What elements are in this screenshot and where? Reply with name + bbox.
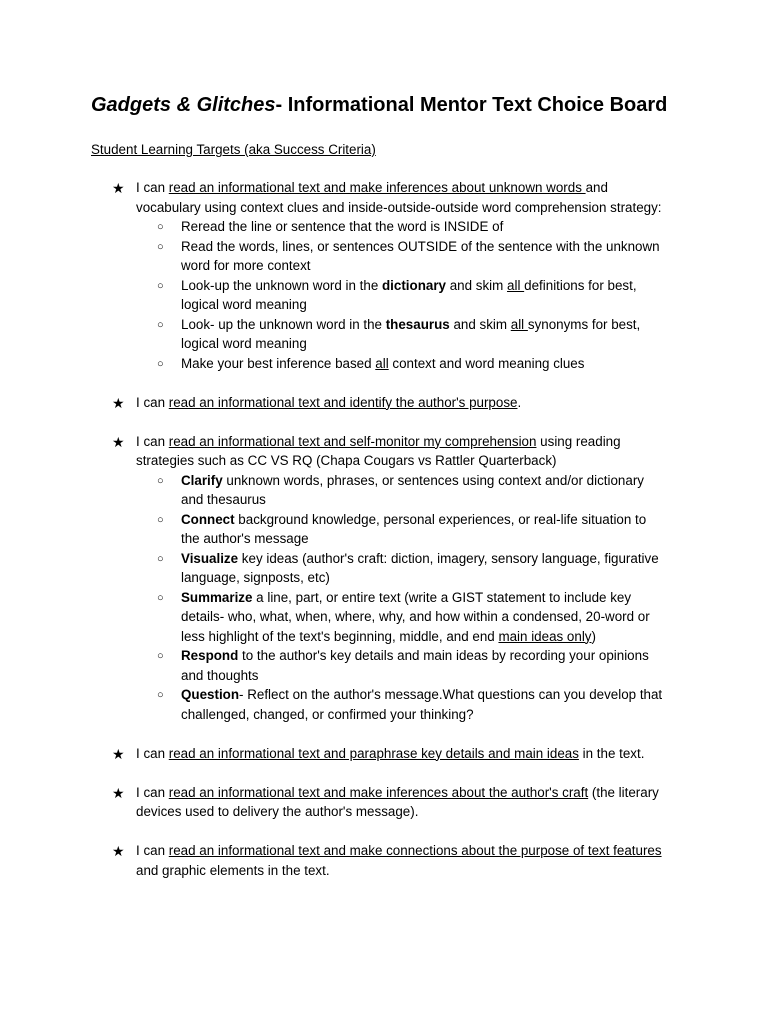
text-run: and graphic elements in the text. — [136, 862, 330, 878]
underlined-text: read an informational text and make connections about the purpose of text features — [168, 843, 662, 858]
sub-item-line — [181, 217, 503, 237]
star-bullet-icon: ★ — [112, 180, 125, 196]
underlined-text: read an informational text and self-monitor my comprehension — [168, 433, 537, 449]
text-run: (the literary — [588, 784, 659, 800]
text-run: and — [585, 180, 608, 195]
text-run: definitions for best, — [524, 277, 637, 293]
text-run: - Reflect on the author's message.What questions can you develop that — [239, 687, 663, 702]
text-run: and skim — [449, 316, 511, 332]
underlined-text: read an informational text and paraphrase key details and main ideas — [168, 745, 579, 761]
section-heading: Student Learning Targets (aka Success Criteria) — [91, 142, 376, 157]
bold-text: dictionary — [382, 277, 446, 293]
text-run: to the author's key details and main ideas by recording your opinions — [238, 648, 649, 663]
target-line — [136, 783, 659, 803]
text-run: a line, part, or entire text (write a GIST statement to include key — [252, 589, 632, 605]
text-run: I can — [136, 394, 169, 410]
underlined-text: read an informational text and make inferences about unknown words — [168, 180, 586, 195]
target-line — [136, 393, 521, 413]
bold-text: Question — [181, 687, 240, 702]
star-bullet-icon: ★ — [112, 784, 125, 801]
text-run: challenged, changed, or confirmed your thinking? — [181, 706, 474, 722]
target-line — [136, 802, 418, 822]
text-run: ) — [591, 628, 596, 644]
bold-text: Respond — [181, 648, 239, 663]
text-run: I can — [136, 745, 169, 761]
circle-bullet-icon: ○ — [157, 357, 164, 370]
text-run: Look-up the unknown word in the — [181, 277, 382, 293]
sub-item-line — [181, 627, 596, 647]
sub-item-line — [181, 685, 662, 705]
text-run: Read the words, lines, or sentences OUTSIDE of the sentence with the unknown — [181, 238, 660, 254]
circle-bullet-icon: ○ — [157, 240, 164, 253]
circle-bullet-icon: ○ — [157, 689, 164, 701]
sub-item-line — [181, 471, 644, 491]
text-run: logical word meaning — [181, 297, 307, 312]
circle-bullet-icon: ○ — [157, 591, 164, 604]
bold-text: Clarify — [181, 472, 223, 488]
sub-item-line — [181, 646, 649, 666]
text-run: I can — [136, 784, 169, 800]
sub-item-line — [181, 276, 637, 296]
sub-item-line — [181, 490, 266, 510]
target-line — [136, 861, 330, 881]
star-bullet-icon: ★ — [112, 433, 125, 450]
bold-text: Connect — [181, 511, 235, 527]
text-run: Look- up the unknown word in the — [181, 316, 386, 332]
text-run: I can — [136, 843, 169, 858]
bold-text: thesaurus — [385, 316, 450, 332]
sub-item-line — [181, 588, 631, 608]
text-run: Reread the line or sentence that the word is INSIDE of — [181, 219, 504, 234]
circle-bullet-icon: ○ — [157, 318, 164, 331]
underlined-text: all — [375, 355, 389, 371]
sub-item-line — [181, 315, 640, 335]
sub-item-line — [181, 549, 659, 569]
text-run: key ideas (author's craft: diction, imagery, sensory language, figurative — [238, 550, 659, 566]
text-run: . — [517, 394, 522, 410]
title-rest: - Informational Mentor Text Choice Board — [275, 94, 668, 116]
star-bullet-icon: ★ — [112, 843, 125, 859]
circle-bullet-icon: ○ — [157, 474, 164, 487]
underlined-text: main ideas only — [498, 628, 592, 644]
sub-item-line — [181, 237, 660, 257]
underlined-text: read an informational text and identify the author's purpose — [168, 394, 518, 410]
underlined-text: read an informational text and make inferences about the author's craft — [168, 784, 589, 800]
text-run: I can — [136, 180, 169, 195]
text-run: Make your best inference based — [181, 355, 376, 371]
target-line — [136, 432, 621, 452]
text-run: unknown words, phrases, or sentences using context and/or dictionary — [222, 472, 644, 488]
text-run: and thesaurus — [181, 492, 266, 507]
text-run: details- who, what, when, where, why, and how within a condensed, 20-word or — [181, 609, 650, 624]
text-run: in the text. — [578, 745, 645, 761]
circle-bullet-icon: ○ — [157, 221, 164, 233]
circle-bullet-icon: ○ — [157, 552, 164, 565]
sub-item-line — [181, 354, 584, 374]
text-run: synonyms for best, — [527, 316, 641, 332]
sub-item-line — [181, 705, 474, 725]
star-bullet-icon: ★ — [112, 745, 125, 762]
underlined-text: all — [507, 277, 525, 293]
text-run: using reading — [536, 433, 621, 449]
target-line — [136, 841, 662, 861]
sub-item-line — [181, 607, 650, 627]
circle-bullet-icon: ○ — [157, 650, 164, 662]
target-line — [136, 178, 608, 198]
target-line — [136, 744, 644, 764]
page-title — [91, 92, 751, 118]
bold-text: Visualize — [181, 550, 239, 566]
text-run: and thoughts — [181, 667, 259, 683]
title-italic: Gadgets & Glitches — [91, 94, 276, 116]
text-run: and skim — [446, 277, 508, 293]
text-run: less highlight of the text's beginning, middle, and end — [181, 628, 499, 644]
circle-bullet-icon: ○ — [157, 513, 164, 526]
sub-item-line — [181, 510, 646, 530]
target-line — [136, 451, 556, 471]
text-run: context and word meaning clues — [388, 355, 585, 371]
text-run: devices used to delivery the author's message). — [136, 804, 419, 819]
text-run: logical word meaning — [181, 336, 307, 351]
target-line — [136, 198, 662, 218]
star-bullet-icon: ★ — [112, 394, 125, 411]
text-run: background knowledge, personal experiences, or real-life situation to — [234, 511, 647, 527]
sub-item-line — [181, 529, 309, 549]
text-run: word for more context — [181, 258, 311, 273]
sub-item-line — [181, 256, 311, 276]
sub-item-line — [181, 334, 307, 354]
sub-item-line — [181, 568, 330, 588]
sub-item-line — [181, 295, 307, 315]
underlined-text: all — [510, 316, 528, 332]
text-run: I can — [136, 433, 169, 449]
text-run: strategies such as CC VS RQ (Chapa Cougars vs Rattler Quarterback) — [136, 453, 557, 468]
circle-bullet-icon: ○ — [157, 279, 164, 292]
sub-item-line — [181, 666, 258, 686]
text-run: language, signposts, etc) — [181, 570, 330, 585]
text-run: vocabulary using context clues and inside-outside-outside word comprehension strategy: — [136, 199, 662, 215]
bold-text: Summarize — [181, 589, 253, 605]
text-run: the author's message — [181, 531, 309, 546]
